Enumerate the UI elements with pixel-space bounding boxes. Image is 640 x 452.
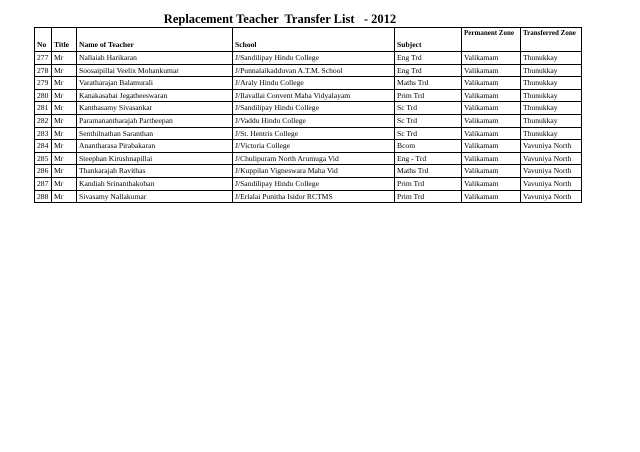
table-row [35,64,582,77]
cell-teacher-name: Anantharasa Pirabakaran [77,140,233,153]
cell-transferred-zone: Vavuniya North [521,140,582,153]
cell-school: J/Chulipuram North Arumuga Vid [233,152,395,165]
table-row [35,140,582,153]
cell-subject: Prim Trd [395,177,462,190]
cell-title: Mr [52,165,77,178]
header-transferred-zone: Transferred Zone [521,28,582,52]
cell-title: Mr [52,77,77,90]
table-row [35,165,582,178]
cell-permanent-zone: Valikamam [462,114,521,127]
cell-title: Mr [52,64,77,77]
cell-subject: Maths Trd [395,165,462,178]
cell-school: J/Kuppilan Vigneswara Maha Vid [233,165,395,178]
table-header-row [35,28,582,52]
cell-transferred-zone: Thunukkay [521,89,582,102]
cell-teacher-name: Nallaiah Harikaran [77,52,233,65]
cell-title: Mr [52,89,77,102]
cell-title: Mr [52,140,77,153]
cell-teacher-name: Sivasamy Nallakumar [77,190,233,203]
cell-transferred-zone: Thunukkay [521,64,582,77]
cell-transferred-zone: Vavuniya North [521,177,582,190]
cell-teacher-name: Soosaipillai Veelix Mohankumar [77,64,233,77]
cell-transferred-zone: Vavuniya North [521,152,582,165]
cell-school: J/Sandilipay Hindu College [233,52,395,65]
cell-school: J/Araly Hindu College [233,77,395,90]
cell-title: Mr [52,102,77,115]
cell-subject: Sc Trd [395,102,462,115]
table-row [35,102,582,115]
transfer-table [34,27,582,203]
cell-teacher-name: Kanthasamy Sivasankar [77,102,233,115]
cell-transferred-zone: Vavuniya North [521,165,582,178]
header-permanent-zone: Permanent Zone [462,28,521,52]
cell-teacher-name: Steephan Kirushnapillai [77,152,233,165]
cell-no: 281 [35,102,52,115]
header-subject: Subject [395,28,462,52]
cell-subject: Prim Trd [395,89,462,102]
cell-title: Mr [52,127,77,140]
header-name: Name of Teacher [77,28,233,52]
cell-teacher-name: Kandiah Srinanthakoban [77,177,233,190]
cell-permanent-zone: Valikamam [462,177,521,190]
table-row [35,127,582,140]
cell-teacher-name: Thankarajah Ravithas [77,165,233,178]
cell-subject: Eng Trd [395,52,462,65]
cell-permanent-zone: Valikamam [462,140,521,153]
cell-teacher-name: Varatharajan Balamurali [77,77,233,90]
cell-no: 283 [35,127,52,140]
cell-subject: Bcom [395,140,462,153]
table-row [35,89,582,102]
cell-no: 284 [35,140,52,153]
cell-school: J/Sandilipay Hindu College [233,177,395,190]
cell-permanent-zone: Valikamam [462,77,521,90]
cell-permanent-zone: Valikamam [462,64,521,77]
cell-permanent-zone: Valikamam [462,52,521,65]
cell-transferred-zone: Thunukkay [521,77,582,90]
cell-no: 285 [35,152,52,165]
cell-school: J/Vaddu Hindu College [233,114,395,127]
cell-school: J/St. Hentris College [233,127,395,140]
cell-title: Mr [52,190,77,203]
cell-subject: Prim Trd [395,190,462,203]
cell-permanent-zone: Valikamam [462,152,521,165]
table-row [35,77,582,90]
cell-school: J/Punnalaikadduvan A.T.M. School [233,64,395,77]
cell-school: J/Victoria College [233,140,395,153]
cell-permanent-zone: Valikamam [462,102,521,115]
cell-no: 279 [35,77,52,90]
cell-title: Mr [52,114,77,127]
cell-transferred-zone: Thunukkay [521,52,582,65]
cell-permanent-zone: Valikamam [462,127,521,140]
cell-title: Mr [52,152,77,165]
page-title: Replacement Teacher Transfer List - 2012 [163,12,397,26]
cell-title: Mr [52,52,77,65]
cell-transferred-zone: Thunukkay [521,114,582,127]
cell-school: J/Erlalai Punitha Isidor RCTMS [233,190,395,203]
cell-no: 277 [35,52,52,65]
cell-school: J/Ilavallai Convent Maha Vidyalayam [233,89,395,102]
cell-teacher-name: Paramanantharajah Partheepan [77,114,233,127]
cell-transferred-zone: Thunukkay [521,127,582,140]
cell-title: Mr [52,177,77,190]
table-row [35,114,582,127]
cell-subject: Eng - Trd [395,152,462,165]
cell-no: 287 [35,177,52,190]
header-title: Title [52,28,77,52]
cell-teacher-name: Senthilnathan Saranthan [77,127,233,140]
cell-permanent-zone: Valikamam [462,190,521,203]
header-no: No [35,28,52,52]
cell-no: 278 [35,64,52,77]
cell-subject: Eng Trd [395,64,462,77]
cell-permanent-zone: Valikamam [462,165,521,178]
cell-no: 288 [35,190,52,203]
cell-transferred-zone: Vavuniya North [521,190,582,203]
table-row [35,190,582,203]
table-row [35,52,582,65]
table-row [35,177,582,190]
table-body [35,52,582,203]
cell-subject: Sc Trd [395,127,462,140]
cell-subject: Sc Trd [395,114,462,127]
cell-school: J/Sandilipay Hindu College [233,102,395,115]
table-row [35,152,582,165]
cell-transferred-zone: Thunukkay [521,102,582,115]
header-school: School [233,28,395,52]
cell-permanent-zone: Valikamam [462,89,521,102]
cell-no: 282 [35,114,52,127]
cell-no: 286 [35,165,52,178]
cell-no: 280 [35,89,52,102]
cell-subject: Maths Trd [395,77,462,90]
cell-teacher-name: Kanakasabai Jegatheeswaran [77,89,233,102]
